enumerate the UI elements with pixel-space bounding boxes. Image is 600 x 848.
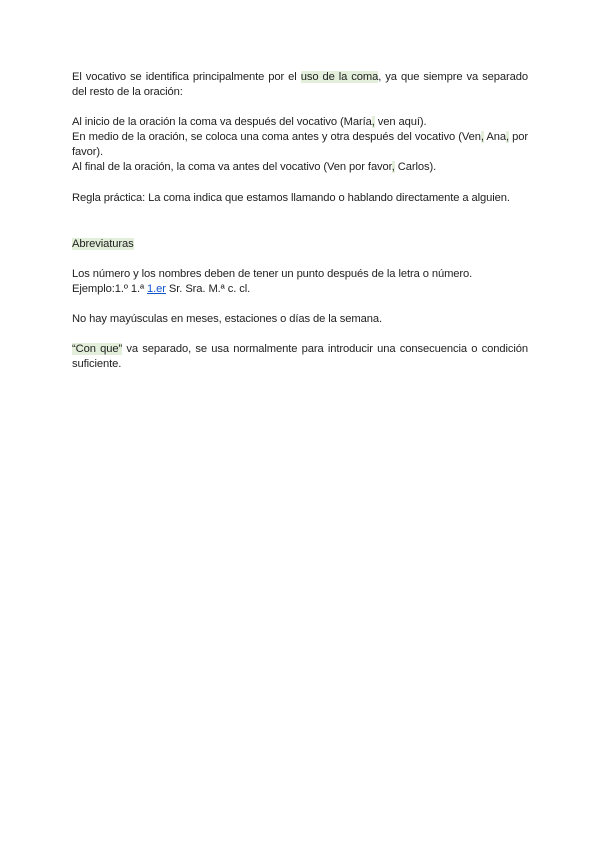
final-text-2: Carlos). — [394, 161, 437, 173]
inicio-comma-highlight: , — [371, 116, 375, 128]
con-que-highlight: “Con que” — [72, 343, 123, 355]
con-que-text: va separado, se usa normalmente para introducir una consecuencia o condición suficiente. — [72, 343, 528, 370]
inicio-text-2: ven aquí). — [374, 116, 427, 128]
abreviaturas-heading-line — [72, 237, 528, 252]
spacer — [72, 175, 528, 191]
final-text-1: Al final de la oración, la coma va antes del vocativo (Ven por favor — [72, 161, 392, 173]
mayusculas-line: No hay mayúsculas en meses, estaciones o días de la semana. — [72, 313, 383, 325]
vocativo-inicio-line — [72, 115, 528, 130]
ejemplo-text-2: Sr. Sra. M.ª c. cl. — [165, 283, 251, 295]
inicio-text-1: Al inicio de la oración la coma va después del vocativo (María — [72, 116, 372, 128]
intro-text-1: El vocativo se identifica principalmente por el — [72, 71, 301, 83]
ejemplo-text-1: Ejemplo:1.º 1.ª — [72, 283, 148, 295]
con-que-paragraph — [72, 342, 528, 372]
spacer — [72, 252, 528, 267]
spacer — [72, 297, 528, 312]
spacer — [72, 100, 528, 115]
final-comma-highlight: , — [391, 161, 395, 173]
abreviaturas-ejemplo — [72, 282, 528, 297]
intro-highlight: uso de la coma — [300, 71, 379, 83]
regla-practica: Regla práctica: La coma indica que estamos llamando o hablando directamente a alguien. — [72, 192, 510, 204]
vocativo-medio-line — [72, 130, 528, 160]
intro-text-2: , ya que siempre va separado del resto de la oración: — [72, 71, 528, 98]
abreviaturas-line-1: Los número y los nombres deben de tener un punto después de la letra o número. — [72, 268, 473, 280]
spacer — [72, 327, 528, 342]
document-body — [72, 70, 528, 372]
abreviaturas-heading: Abreviaturas — [72, 238, 134, 250]
medio-comma-highlight-2: , — [505, 131, 509, 143]
vocativo-intro-paragraph — [72, 70, 528, 100]
ejemplo-link[interactable]: 1.er — [147, 283, 166, 295]
medio-text-3: por favor). — [72, 131, 528, 158]
spacer — [72, 206, 528, 237]
medio-comma-highlight-1: , — [480, 131, 484, 143]
medio-text-1: En medio de la oración, se coloca una coma antes y otra después del vocativo (Ven — [72, 131, 481, 143]
medio-text-2: Ana — [483, 131, 506, 143]
vocativo-final-line — [72, 160, 528, 175]
